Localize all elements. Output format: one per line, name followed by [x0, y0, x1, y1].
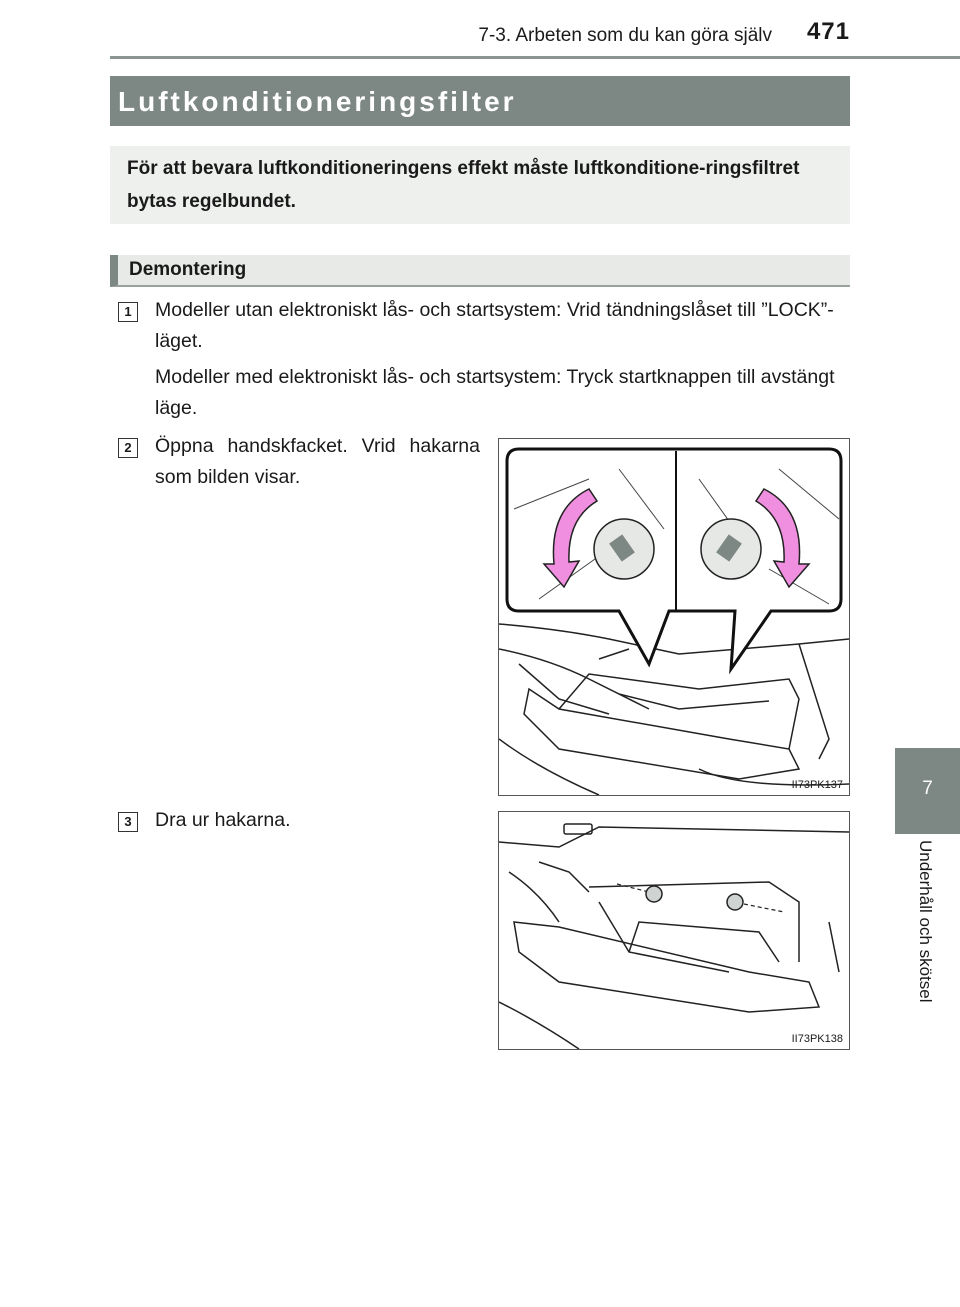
- chapter-label-container: [870, 840, 960, 1040]
- intro-text: För att bevara luftkonditioneringens effekt måste luftkonditione-ringsfiltret bytas regelbundet.: [127, 158, 800, 212]
- step-number: 3: [118, 812, 138, 832]
- header-section-ref: 7-3. Arbeten som du kan göra själv: [478, 25, 772, 46]
- subsection-title: Demontering: [129, 259, 247, 280]
- step-number: 2: [118, 438, 138, 458]
- glovebox-illustration: [499, 439, 849, 795]
- page-number: 471: [806, 18, 850, 45]
- step-text: Modeller utan elektroniskt lås- och startsystem: Vrid tändningslåset till ”LOCK”-läget.: [155, 299, 834, 352]
- step-text: Öppna handskfacket. Vrid hakarna som bilden visar.: [155, 435, 480, 488]
- header-rule: [110, 56, 960, 59]
- chapter-label: Underhåll och skötsel: [916, 840, 935, 1003]
- glovebox-open-illustration: [499, 812, 849, 1049]
- step-text: Modeller med elektroniskt lås- och startsystem: Tryck startknappen till avstängt läge.: [155, 366, 835, 419]
- figure-glovebox-hooks: [498, 811, 850, 1050]
- chapter-number: 7: [922, 778, 933, 799]
- step-text: Dra ur hakarna.: [155, 809, 291, 831]
- figure-glovebox-dampers: [498, 438, 850, 796]
- figure-code: II73PK138: [791, 1033, 843, 1045]
- section-title: Luftkonditioneringsfilter: [118, 86, 517, 117]
- figure-code: II73PK137: [791, 779, 843, 791]
- step-number: 1: [118, 302, 138, 322]
